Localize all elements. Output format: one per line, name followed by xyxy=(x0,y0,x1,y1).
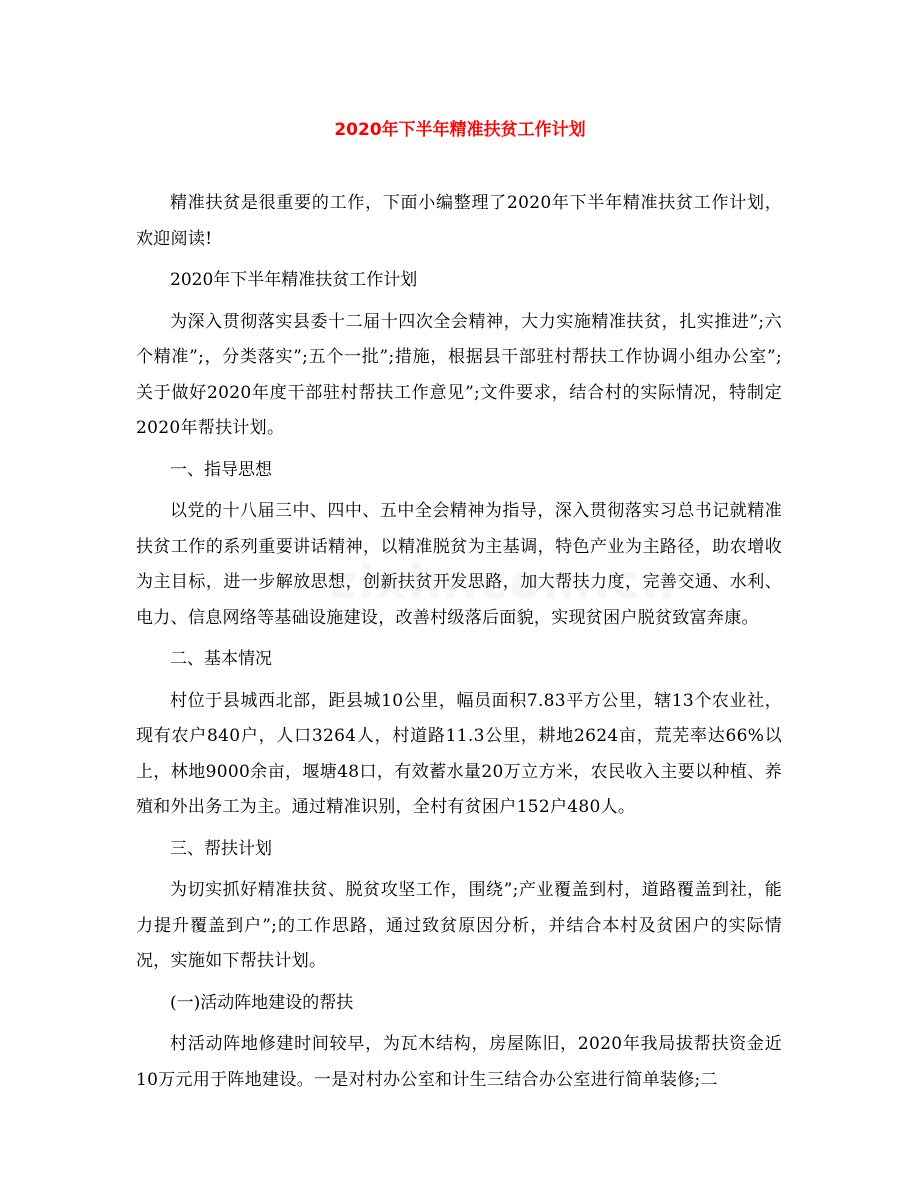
section-heading-assistance-plan: 三、帮扶计划 xyxy=(170,838,272,859)
basic-situation-paragraph: 村位于县城西北部，距县城10公里，幅员面积7.83平方公里，辖13个农业社，现有农户840户，人口3264人，村道路11.3公里，耕地2624亩，荒芜率达66%以上，林地9000余亩，堰塘48口，有效蓄水量20万立方米，农民收入主要以种植、养殖和外出务工为主。通过精准识别，全村有贫困户152户480人。 xyxy=(136,690,782,817)
plan-subtitle: 2020年下半年精准扶贫工作计划 xyxy=(170,270,418,290)
purpose-paragraph: 为深入贯彻落实县委十二届十四次全会精神，大力实施精准扶贫，扎实推进”;六个精准”;，分类落实”;五个一批”;措施，根据县干部驻村帮扶工作协调小组办公室”;关于做好2020年度干部驻村帮扶工作意见”;文件要求，结合村的实际情况，特制定2020年帮扶计划。 xyxy=(136,311,782,438)
page-title: 2020年下半年精准扶贫工作计划 xyxy=(334,120,586,140)
subsection-heading-activity-venue: (一)活动阵地建设的帮扶 xyxy=(170,992,354,1013)
section-heading-guiding-ideology: 一、指导思想 xyxy=(170,459,272,480)
document-body xyxy=(136,186,782,1104)
intro-paragraph: 精准扶贫是很重要的工作，下面小编整理了2020年下半年精准扶贫工作计划，欢迎阅读! xyxy=(136,193,782,249)
assistance-plan-paragraph: 为切实抓好精准扶贫、脱贫攻坚工作，围绕”;产业覆盖到村，道路覆盖到社，能力提升覆盖到户”;的工作思路，通过致贫原因分析，并结合本村及贫困户的实际情况，实施如下帮扶计划。 xyxy=(136,880,782,971)
activity-venue-paragraph: 村活动阵地修建时间较早，为瓦木结构，房屋陈旧，2020年我局拔帮扶资金近10万元用于阵地建设。一是对村办公室和计生三结合办公室进行简单装修;二 xyxy=(136,1034,782,1090)
guiding-ideology-paragraph: 以党的十八届三中、四中、五中全会精神为指导，深入贯彻落实习总书记就精准扶贫工作的系列重要讲话精神，以精准脱贫为主基调，特色产业为主路径，助农增收为主目标，进一步解放思想，创新扶贫开发思路，加大帮扶力度，完善交通、水利、电力、信息网络等基础设施建设，改善村级落后面貌，实现贫困户脱贫致富奔康。 xyxy=(136,501,782,628)
section-heading-basic-situation: 二、基本情况 xyxy=(170,649,272,669)
